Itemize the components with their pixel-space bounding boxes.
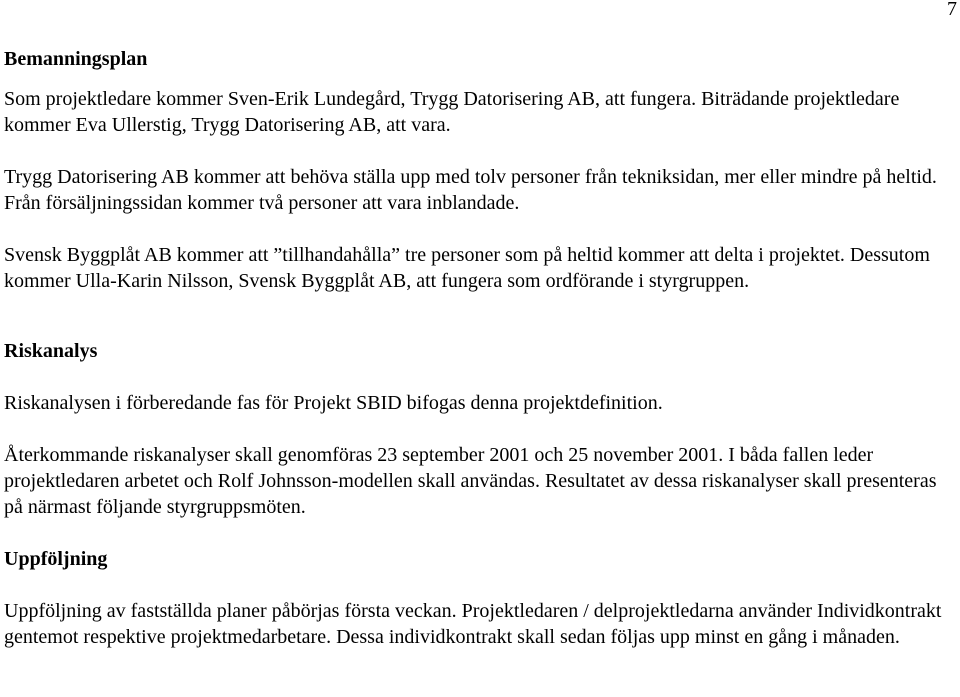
section-heading-uppfoljning: Uppföljning xyxy=(4,548,108,570)
paragraph: Svensk Byggplåt AB kommer att ”tillhandahålla” tre personer som på heltid kommer att delta i projektet. Dessutom kommer Ulla-Karin Nilsson, Svensk Byggplåt AB, att fungera som ordförande i styrgruppen. xyxy=(4,244,930,292)
paragraph: Som projektledare kommer Sven-Erik Lundegård, Trygg Datorisering AB, att fungera. Biträdande projektledare kommer Eva Ullerstig, Trygg Datorisering AB, att vara. xyxy=(4,88,900,136)
page-number: 7 xyxy=(947,0,957,20)
paragraph: Riskanalysen i förberedande fas för Projekt SBID bifogas denna projektdefinition. xyxy=(4,392,663,414)
paragraph: Trygg Datorisering AB kommer att behöva ställa upp med tolv personer från tekniksidan, mer eller mindre på heltid. Från försäljningssidan kommer två personer att vara inblandade. xyxy=(4,166,937,214)
section-heading-bemanningsplan: Bemanningsplan xyxy=(4,48,148,70)
paragraph: Uppföljning av fastställda planer påbörjas första veckan. Projektledaren / delprojektledarna använder Individkontrakt gentemot respektive projektmedarbetare. Dessa individkontrakt skall sedan följas upp minst en gång i månaden. xyxy=(4,600,942,648)
section-heading-riskanalys: Riskanalys xyxy=(4,340,98,362)
paragraph: Återkommande riskanalyser skall genomföras 23 september 2001 och 25 november 2001. I båda fallen leder projektledaren arbetet och Rolf Johnsson-modellen skall användas. Resultatet av dessa riskanalyser skall presenteras på närmast följande styrgruppsmöten. xyxy=(4,444,937,518)
document-body xyxy=(4,46,954,650)
